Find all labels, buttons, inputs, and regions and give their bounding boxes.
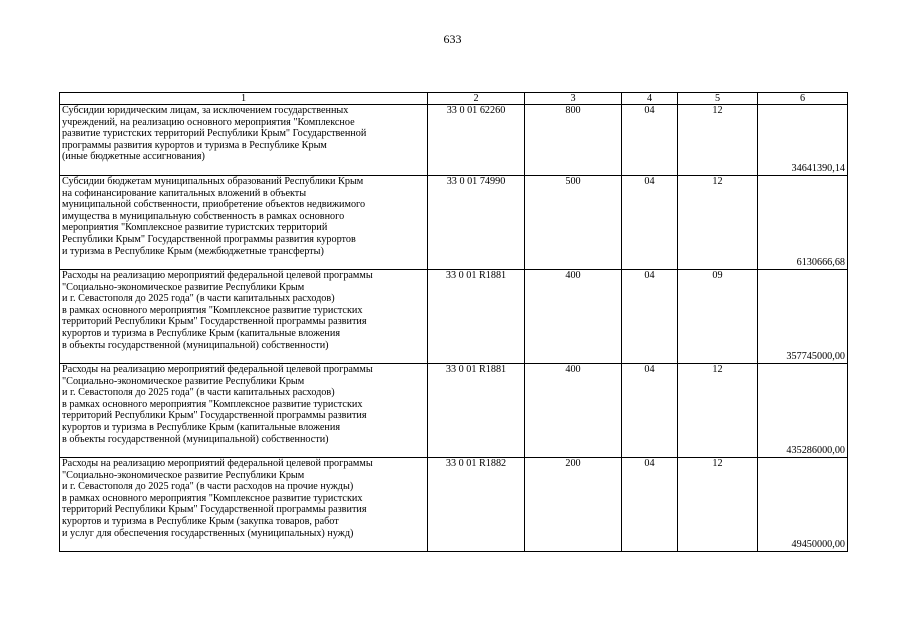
row-section: 04 bbox=[622, 270, 678, 364]
column-header-3: 3 bbox=[525, 93, 622, 105]
row-target-code: 33 0 01 R1882 bbox=[428, 458, 525, 552]
row-expense-type: 800 bbox=[525, 105, 622, 176]
row-subsection: 12 bbox=[678, 176, 758, 270]
row-section: 04 bbox=[622, 176, 678, 270]
row-target-code: 33 0 01 R1881 bbox=[428, 364, 525, 458]
budget-table bbox=[59, 92, 848, 552]
row-target-code: 33 0 01 62260 bbox=[428, 105, 525, 176]
table-row bbox=[60, 364, 848, 458]
row-expense-type: 200 bbox=[525, 458, 622, 552]
row-target-code: 33 0 01 R1881 bbox=[428, 270, 525, 364]
table-row bbox=[60, 458, 848, 552]
row-expense-type: 400 bbox=[525, 270, 622, 364]
column-header-1: 1 bbox=[60, 93, 428, 105]
table-row bbox=[60, 270, 848, 364]
row-description: Субсидии бюджетам муниципальных образований Республики Крым на софинансирование капитальных вложений в объекты муниципальной собственности, приобретение объектов недвижимого имущества в муниципальную собственность в рамках основного мероприятия "Комплексное развитие туристских территорий Республики Крым" Государственной программы развития курортов и туризма в Республике Крым (межбюджетные трансферты) bbox=[60, 176, 428, 270]
row-subsection: 12 bbox=[678, 105, 758, 176]
row-description: Расходы на реализацию мероприятий федеральной целевой программы "Социально-экономическое развитие Республики Крым и г. Севастополя до 2025 года" (в части капитальных расходов) в рамках основного мероприятия "Комплексное развитие туристских территорий Республики Крым" Государственной программы развития курортов и туризма в Республике Крым (капитальные вложения в объекты государственной (муниципальной) собственности) bbox=[60, 364, 428, 458]
row-amount: 357745000,00 bbox=[758, 270, 848, 364]
row-subsection: 12 bbox=[678, 458, 758, 552]
row-section: 04 bbox=[622, 458, 678, 552]
row-amount: 435286000,00 bbox=[758, 364, 848, 458]
table-row bbox=[60, 105, 848, 176]
row-subsection: 12 bbox=[678, 364, 758, 458]
row-subsection: 09 bbox=[678, 270, 758, 364]
column-header-4: 4 bbox=[622, 93, 678, 105]
row-description: Расходы на реализацию мероприятий федеральной целевой программы "Социально-экономическое развитие Республики Крым и г. Севастополя до 2025 года" (в части расходов на прочие нужды) в рамках основного мероприятия "Комплексное развитие туристских территорий Республики Крым" Государственной программы развития курортов и туризма в Республике Крым (закупка товаров, работ и услуг для обеспечения государственных (муниципальных) нужд) bbox=[60, 458, 428, 552]
table-row bbox=[60, 176, 848, 270]
column-header-5: 5 bbox=[678, 93, 758, 105]
row-amount: 49450000,00 bbox=[758, 458, 848, 552]
page-number: 633 bbox=[443, 32, 462, 46]
row-section: 04 bbox=[622, 105, 678, 176]
column-header-2: 2 bbox=[428, 93, 525, 105]
table-header-row bbox=[60, 93, 848, 105]
row-section: 04 bbox=[622, 364, 678, 458]
row-description: Субсидии юридическим лицам, за исключением государственных учреждений, на реализацию основного мероприятия "Комплексное развитие туристских территорий Республики Крым" Государственной программы развития курортов и туризма в Республике Крым (иные бюджетные ассигнования) bbox=[60, 105, 428, 176]
row-amount: 6130666,68 bbox=[758, 176, 848, 270]
row-target-code: 33 0 01 74990 bbox=[428, 176, 525, 270]
row-description: Расходы на реализацию мероприятий федеральной целевой программы "Социально-экономическое развитие Республики Крым и г. Севастополя до 2025 года" (в части капитальных расходов) в рамках основного мероприятия "Комплексное развитие туристских территорий Республики Крым" Государственной программы развития курортов и туризма в Республике Крым (капитальные вложения в объекты государственной (муниципальной) собственности) bbox=[60, 270, 428, 364]
row-expense-type: 400 bbox=[525, 364, 622, 458]
column-header-6: 6 bbox=[758, 93, 848, 105]
row-amount: 34641390,14 bbox=[758, 105, 848, 176]
row-expense-type: 500 bbox=[525, 176, 622, 270]
